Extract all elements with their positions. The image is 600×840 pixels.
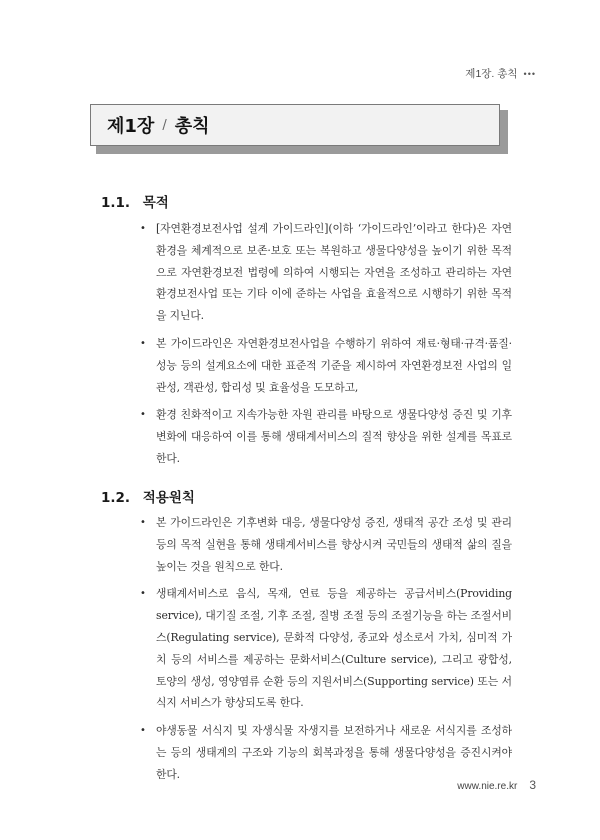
- list-item-text: 본 가이드라인은 기후변화 대응, 생물다양성 증진, 생태적 공간 조성 및 관리 등의 목적 실현을 통해 생태계서비스를 향상시켜 국민들의 생태적 삶의 질을 높이는 것을 원칙으로 한다.: [156, 516, 512, 573]
- list-item-text: 환경 친화적이고 지속가능한 자원 관리를 바탕으로 생물다양성 증진 및 기후변화에 대응하여 이를 통해 생태계서비스의 질적 향상을 위한 설계를 목표로 한다.: [156, 408, 512, 465]
- list-item: [140, 720, 512, 785]
- bullet-dot-icon: •: [140, 588, 146, 600]
- footer-url: www.nie.re.kr: [457, 781, 518, 792]
- page-footer: [457, 778, 536, 792]
- list-item: [140, 333, 512, 398]
- bullet-dot-icon: •: [140, 337, 146, 349]
- chapter-number: 제1장: [107, 116, 155, 137]
- running-head-dots: •••: [523, 68, 536, 79]
- running-head: [465, 66, 536, 81]
- section-heading-1-1: [101, 191, 169, 211]
- bullet-dot-icon: •: [140, 223, 146, 234]
- list-item: [140, 583, 512, 714]
- section-title: 목적: [142, 195, 169, 211]
- bullet-list-1-2: [140, 512, 512, 792]
- list-item-text: 야생동물 서식지 및 자생식물 자생지를 보전하거나 새로운 서식지를 조성하는 등의 생태계의 구조와 기능의 회복과정을 통해 생물다양성을 증진시켜야 한다.: [156, 724, 512, 781]
- chapter-heading: [90, 104, 500, 146]
- chapter-separator: /: [162, 117, 167, 133]
- list-item: [140, 218, 512, 327]
- section-number: 1.1.: [101, 195, 131, 211]
- section-heading-1-2: [101, 486, 195, 506]
- chapter-subtitle: 총칙: [174, 116, 210, 137]
- chapter-banner: [90, 104, 506, 152]
- bullet-dot-icon: •: [140, 409, 146, 421]
- list-item-text: 본 가이드라인은 자연환경보전사업을 수행하기 위하여 재료·형태·규격·품질·성능 등의 설계요소에 대한 표준적 기준을 제시하여 자연환경보전 사업의 일관성, 객관성, 합리성 및 효율성을 도모하고,: [156, 336, 512, 394]
- bullet-dot-icon: •: [140, 517, 146, 528]
- bullet-list-1-1: [140, 218, 512, 476]
- section-title: 적용원칙: [142, 490, 195, 506]
- list-item-text: [자연환경보전사업 설계 가이드라인](이하 ‘가이드라인’이라고 한다)은 자연환경을 체계적으로 보존·보호 또는 복원하고 생물다양성을 높이기 위한 목적으로 자연환경보전 법령에 의하여 시행되는 자연을 조성하고 관리하는 자연환경보전사업 또는 기타 이에 준하는 사업을 효율적으로 시행하기 위한 목적을 지닌다.: [156, 222, 512, 323]
- list-item-text: 생태계서비스로 음식, 목재, 연료 등을 제공하는 공급서비스(Providing service), 대기질 조절, 기후 조절, 질병 조절 등의 조절기능을 하는 조절서비스(Regulating service), 문화적 다양성, 종교와 성소로서 가치, 심미적 가치 등의 서비스를 제공하는 문화서비스(Culture service), 그리고 광합성, 토양의 생성, 영양염류 순환 등의 지원서비스(Supporting service) 또는 서식지 서비스가 향상되도록 한다.: [156, 587, 512, 710]
- list-item: [140, 404, 512, 469]
- list-item: [140, 512, 512, 577]
- section-number: 1.2.: [101, 490, 131, 506]
- running-head-text: 제1장. 총칙: [465, 68, 518, 80]
- bullet-dot-icon: •: [140, 725, 146, 737]
- page-number: 3: [529, 778, 536, 792]
